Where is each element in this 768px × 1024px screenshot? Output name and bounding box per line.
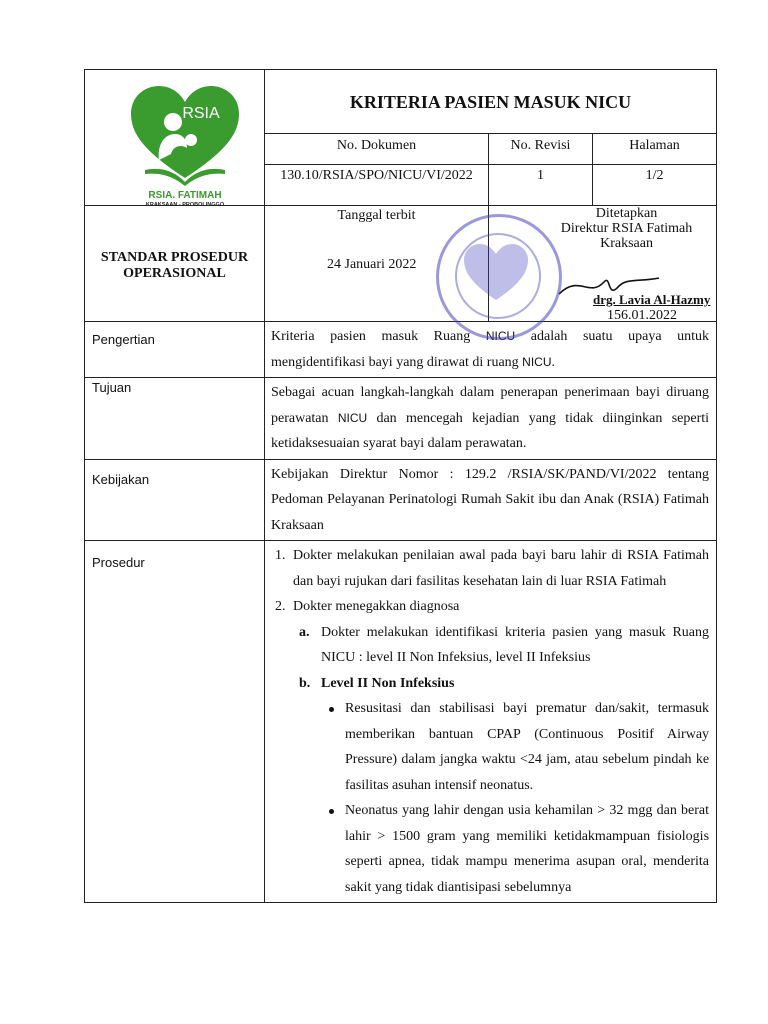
logo-location: KRAKSAAN - PROBOLINGGO: [145, 202, 225, 207]
pengertian-label: Pengertian: [85, 322, 265, 378]
procedure-step-1: 1. Dokter melakukan penilaian awal pada bayi baru lahir di RSIA Fatimah dan bayi rujukan dari fasilitas kesehatan lain di luar RSIA Fatimah: [289, 543, 709, 594]
page-value: 1/2: [593, 165, 717, 206]
issued-cell: [265, 206, 489, 322]
prosedur-label: Prosedur: [85, 541, 265, 903]
issued-label: Tanggal terbit: [337, 208, 416, 223]
procedure-steps: [265, 543, 709, 900]
procedure-step-2: 2. Dokter menegakkan diagnosa a. Dokter melakukan identifikasi kriteria pasien yang masuk Ruang NICU : level II Non Infeksius, level II Infeksius b. Level II Non Infeksius Resusitasi dan stabilisasi bayi prematur dan/sakit, termasuk memberikan bantuan CPAP (Continuous Positif Airway Pressure) dalam jangka waktu <24 jam, atau sebelum pindah ke fasilitas asuhan intensif neonatus. Neonatus yang lahir dengan usia kehamilan > 32 mgg dan berat lahir > 1500 gram yang memiliki ketidakmampuan fisiologis seperti apnea, tidak mampu menerima asupan oral, menderita sakit yang tidak diantisipasi sebelumnya: [289, 594, 709, 900]
pengertian-text: Kriteria pasien masuk Ruang NICU adalah suatu upaya untuk mengidentifikasi bayi yang dirawat di ruang NICU.: [265, 322, 717, 378]
bullet-icon: [329, 809, 334, 814]
doc-no-label: No. Dokumen: [265, 133, 489, 164]
kebijakan-text: Kebijakan Direktur Nomor : 129.2 /RSIA/SK/PAND/VI/2022 tentang Pedoman Pelayanan Perinatologi Rumah Sakit ibu dan Anak (RSIA) Fatimah Kraksaan: [265, 459, 717, 541]
tujuan-label: Tujuan: [85, 378, 265, 460]
procedure-substep-a: a. Dokter melakukan identifikasi kriteria pasien yang masuk Ruang NICU : level II Non Infeksius, level II Infeksius: [299, 624, 710, 665]
revision-label: No. Revisi: [489, 133, 593, 164]
revision-value: 1: [489, 165, 593, 206]
approved-by: Direktur RSIA Fatimah Kraksaan: [560, 221, 693, 251]
approval-cell: [489, 206, 717, 322]
sop-table: [84, 69, 717, 903]
logo-name: RSIA. FATIMAH: [148, 190, 222, 201]
logo-cell: [85, 70, 265, 206]
procedure-substep-b: b. Level II Non Infeksius Resusitasi dan stabilisasi bayi prematur dan/sakit, termasuk memberikan bantuan CPAP (Continuous Positif Airway Pressure) dalam jangka waktu <24 jam, atau sebelum pindah ke fasilitas asuhan intensif neonatus. Neonatus yang lahir dengan usia kehamilan > 32 mgg dan berat lahir > 1500 gram yang memiliki ketidakmampuan fisiologis seperti apnea, tidak mampu menerima asupan oral, menderita sakit yang tidak diantisipasi sebelumnya: [299, 671, 709, 901]
rsia-logo-icon: [125, 82, 245, 207]
issued-date: 24 Januari 2022: [327, 257, 417, 272]
document-title: KRITERIA PASIEN MASUK NICU: [265, 70, 717, 134]
criteria-list: [321, 696, 709, 900]
bullet-icon: [329, 707, 334, 712]
prosedur-text: [265, 541, 717, 903]
procedure-substeps: [293, 620, 709, 901]
list-item: Resusitasi dan stabilisasi bayi prematur dan/sakit, termasuk memberikan bantuan CPAP (Continuous Positif Airway Pressure) dalam jangka waktu <24 jam, atau sebelum pindah ke fasilitas asuhan intensif neonatus.: [329, 696, 709, 798]
list-item: Neonatus yang lahir dengan usia kehamilan > 32 mgg dan berat lahir > 1500 gram yang memiliki ketidakmampuan fisiologis seperti apnea, tidak mampu menerima asupan oral, menderita sakit yang tidak diantisipasi sebelumnya: [329, 798, 709, 900]
page-label: Halaman: [593, 133, 717, 164]
signer-id: 156.01.2022: [607, 308, 677, 323]
tujuan-text: Sebagai acuan langkah-langkah dalam penerapan penerimaan bayi diruang perawatan NICU dan mencegah kejadian yang tidak diinginkan seperti ketidaksesuaian syarat bayi dalam perawatan.: [265, 378, 717, 460]
signer-name: drg. Lavia Al-Hazmy: [593, 292, 711, 307]
sop-label: STANDAR PROSEDUR OPERASIONAL: [85, 206, 265, 322]
doc-no-value: 130.10/RSIA/SPO/NICU/VI/2022: [265, 165, 489, 206]
logo-abbr: RSIA: [182, 105, 220, 122]
sop-document: [84, 69, 716, 903]
kebijakan-label: Kebijakan: [85, 459, 265, 541]
approved-label: Ditetapkan: [595, 206, 658, 221]
